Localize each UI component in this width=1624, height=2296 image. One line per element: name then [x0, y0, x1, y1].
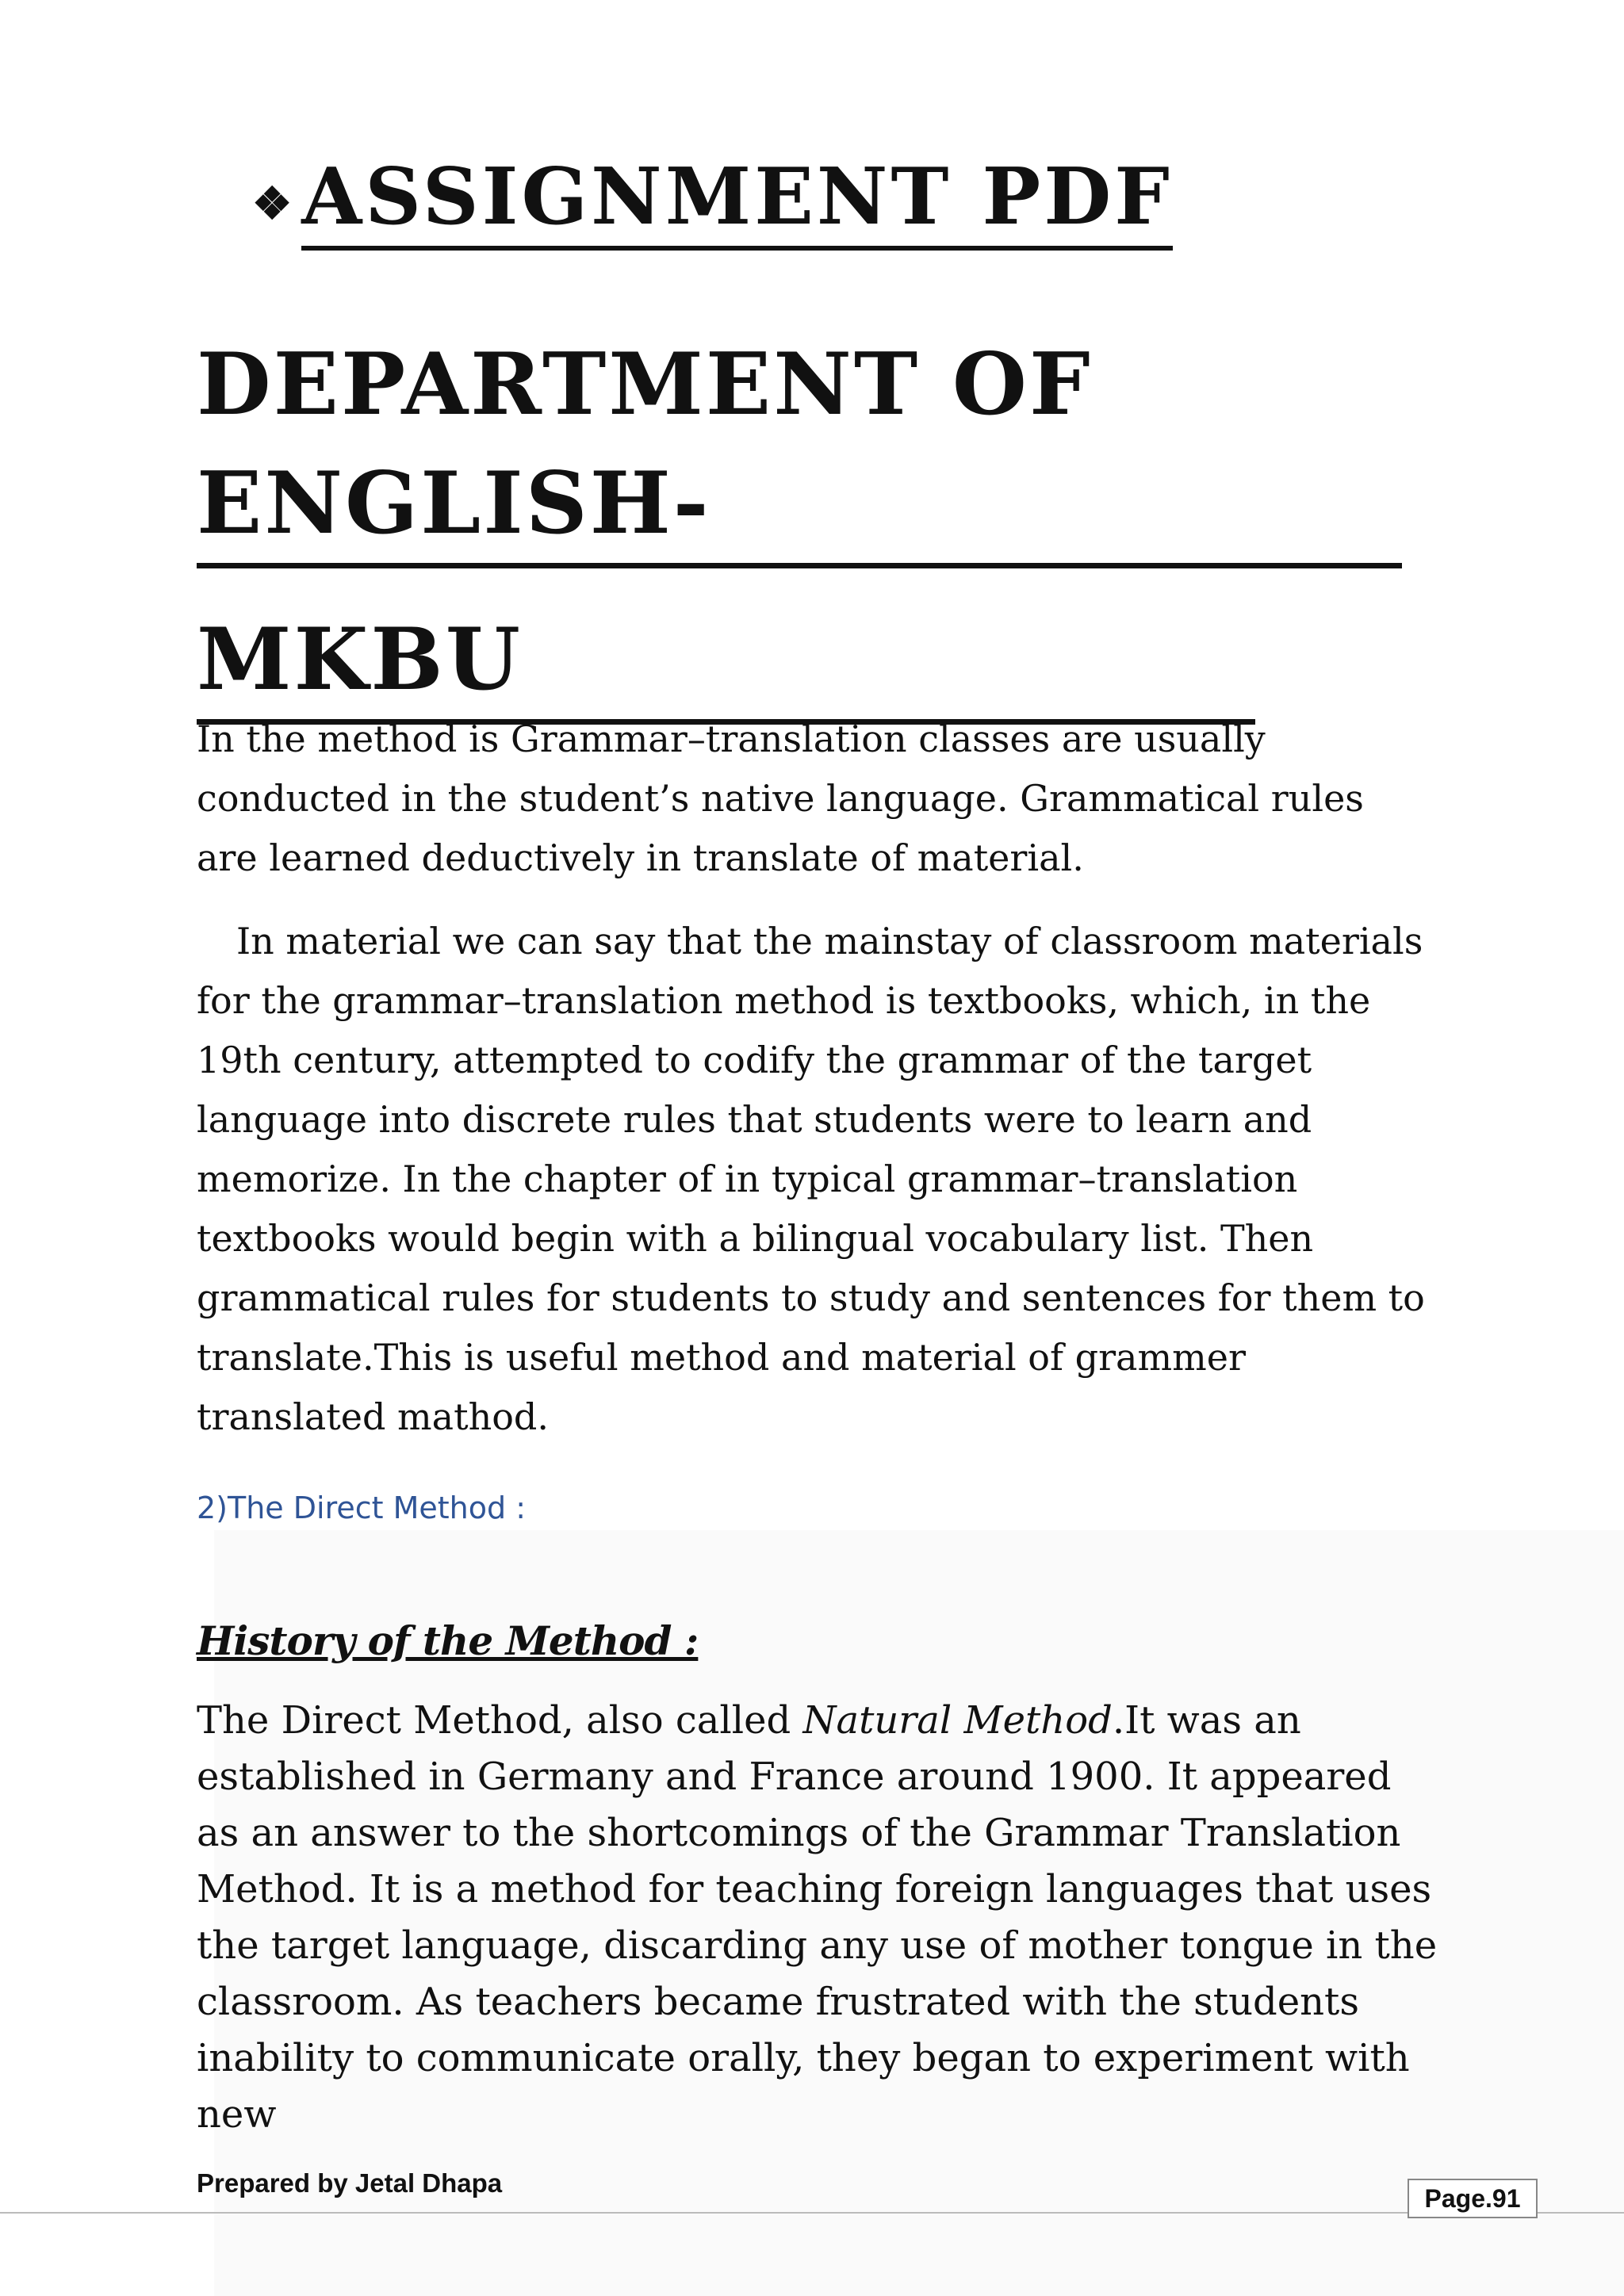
diamond-bullet-icon: ❖ — [252, 177, 296, 230]
assignment-title — [252, 151, 1173, 243]
paragraph-3 — [197, 1693, 1442, 2143]
footer-divider — [0, 2212, 1624, 2214]
paragraph-2: In material we can say that the mainstay of classroom materials for the grammar–translation method is textbooks, which, in the 19th century, attempted to codify the grammar of the target language into discrete rules that students were to learn and memorize. In the chapter of in typical grammar–translation textbooks would begin with a bilingual vocabulary list. Then grammatical rules for students to study and sentences for them to translate.This is useful method and material of grammer translated mathod. — [197, 920, 1425, 1438]
direct-method-subheading: 2)The Direct Method : — [197, 1490, 527, 1525]
department-line-1: DEPARTMENT OF ENGLISH- — [197, 325, 1402, 568]
history-heading: History of the Method : — [197, 1617, 699, 1664]
department-heading — [197, 325, 1402, 756]
assignment-title-text: ASSIGNMENT PDF — [301, 151, 1173, 251]
paragraph-1: In the method is Grammar–translation classes are usually conducted in the student’s native language. Grammatical rules are learned deductively in translate of material. — [197, 718, 1364, 879]
paragraph-3-start: The Direct Method, also called — [197, 1698, 803, 1743]
prepared-by: Prepared by Jetal Dhapa — [197, 2168, 503, 2198]
paragraph-3-rest: .It was an established in Germany and France around 1900. It appeared as an answer to the shortcomings of the Grammar Translation Method. It is a method for teaching foreign languages that uses the target language, discarding any use of mother tongue in the classroom. As teachers became frustrated with the students inability to communicate orally, they began to experiment with new — [197, 1698, 1438, 2137]
department-line-2: MKBU — [197, 600, 1255, 725]
natural-method-emphasis: Natural Method — [802, 1698, 1113, 1743]
page-number: Page.91 — [1408, 2179, 1538, 2218]
